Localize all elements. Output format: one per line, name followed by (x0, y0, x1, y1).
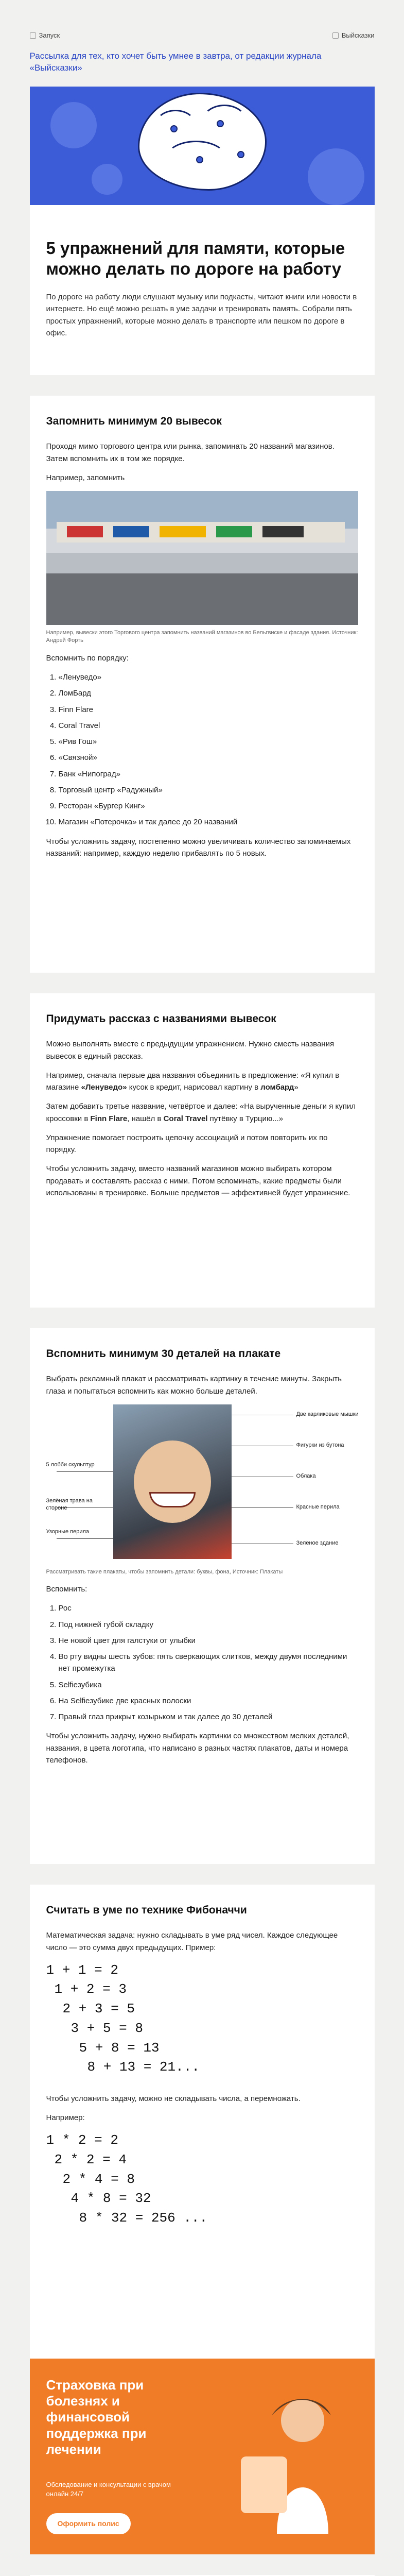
paragraph: Чтобы усложнить задачу, нужно выбирать картинки со множеством мелких деталей, названия, в цвета логотипа, что написано в разных частях плакатов, даты и номера телефонов. (46, 1732, 349, 1765)
paragraph: Затем добавить третье название, четвёртое и далее: «На вырученные деньги я купил кроссовки в Finn Flare, нашёл в Coral Travel путёвку в Турцию...» (46, 1102, 356, 1123)
signs-list (46, 671, 358, 828)
callout-line (232, 1507, 293, 1508)
paragraph: Чтобы усложнить задачу, вместо названий магазинов можно выбирать котором продавать и составлять рассказ с ними. Потом вспоминать, какие предметы были использованы в тренировке. Больше предметов — эффективней будет упражнение. (46, 1164, 350, 1197)
paragraph: Чтобы усложнить задачу, постепенно можно увеличивать количество запоминаемых названий: например, каждую неделю прибавлять по 5 новых. (46, 837, 351, 858)
list-item: 2. Под нижней губой складку (59, 1619, 358, 1631)
person-illustration (210, 2379, 359, 2534)
details-list (46, 1602, 358, 1723)
callout-label: 5 лобби скульптур (46, 1461, 95, 1468)
divider (30, 2554, 375, 2575)
image-icon (332, 32, 339, 39)
decor-circle (308, 148, 364, 205)
paragraph: Вспомнить по порядку: (46, 653, 129, 663)
fibonacci-multiply: 1 * 2 = 2 2 * 2 = 4 2 * 4 = 8 4 * 8 = 32 8 * 32 = 256 ... (46, 2132, 208, 2226)
callout-label: Зелёное здание (296, 1539, 339, 1546)
divider (30, 375, 375, 396)
mall-photo (46, 491, 358, 625)
list-item: 2. ЛомБард (59, 687, 358, 699)
section-heading: Запомнить минимум 20 вывесок (46, 415, 222, 427)
poster-diagram (46, 1404, 358, 1564)
list-item: 9. Ресторан «Бургер Кинг» (59, 800, 358, 812)
section-heading: Вспомнить минимум 30 деталей на плакате (46, 1348, 281, 1360)
paragraph: Например: (46, 2113, 85, 2123)
promo-button[interactable]: Оформить полис (46, 2513, 131, 2534)
list-item: 8. Торговый центр «Радужный» (59, 784, 358, 796)
photo-caption: Рассматривать такие плакаты, чтобы запомнить детали: буквы, фона, Источник: Плакаты (46, 1568, 283, 1575)
callout-label: Две карликовые мышки (296, 1411, 359, 1417)
divider (30, 1864, 375, 1885)
promo-title: Страховка при болезнях и финансовой поддержка при лечении (46, 2377, 147, 2457)
paragraph: Математическая задача: нужно складывать в уме ряд чисел. Каждое следующее число — это сумма двух предыдущих. Пример: (46, 1931, 338, 1952)
promo-subtitle: Обследование и консультации с врачом онлайн 24/7 (46, 2481, 171, 2498)
list-item: 7. Банк «Нипоград» (59, 768, 358, 780)
section-heading: Придумать рассказ с названиями вывесок (46, 1013, 276, 1025)
list-item: 3. Finn Flare (59, 704, 358, 716)
divider (30, 973, 375, 993)
list-item: 6. «Связной» (59, 752, 358, 764)
section-signs (46, 396, 358, 973)
top-links (30, 0, 375, 44)
paragraph: Чтобы усложнить задачу, можно не складывать числа, а перемножать. (46, 2094, 301, 2103)
list-item: 5. «Рив Гош» (59, 736, 358, 748)
insurance-promo[interactable] (30, 2359, 375, 2554)
list-item: 4. Coral Travel (59, 720, 358, 732)
list-item: 1. «Ленуведо» (59, 671, 358, 683)
logo-right-link[interactable]: Выйсказки (332, 27, 375, 44)
decor-circle (50, 102, 97, 148)
paragraph: Например, сначала первые два названия объединить в предложение: «Я купил в магазине «Ленуведо» кусок в кредит, нарисовал картину в ломбард» (46, 1071, 340, 1092)
paragraph: Упражнение помогает построить цепочку ассоциаций и потом повторить их по порядку. (46, 1133, 328, 1155)
list-item: 10. Магазин «Потерочка» и так далее до 20 названий (59, 816, 358, 828)
list-item: 5. Selfieзубика (59, 1679, 358, 1691)
list-item: 3. Не новой цвет для галстуки от улыбки (59, 1635, 358, 1647)
decor-circle (92, 164, 122, 195)
tagline: Рассылка для тех, кто хочет быть умнее в завтра, от редакции журнала «Выйсказки» (29, 51, 322, 73)
callout-line (57, 1471, 113, 1472)
paragraph: Можно выполнять вместе с предыдущим упражнением. Нужно сместь названия вывесок в единый рассказ. (46, 1040, 335, 1061)
paragraph: Например, запомнить (46, 473, 125, 482)
paragraph: Проходя мимо торгового центра или рынка, запоминать 20 названий магазинов. Затем вспомнить их в том же порядке. (46, 442, 335, 463)
article-card (30, 205, 375, 2576)
list-item: 7. Правый глаз прикрыт козырьком и так далее до 30 деталей (59, 1711, 358, 1723)
paragraph: Вспомнить: (46, 1585, 87, 1594)
callout-label: Красные перила (296, 1503, 340, 1510)
section-heading: Считать в уме по технике Фибоначчи (46, 1904, 247, 1916)
intro-block (46, 205, 358, 375)
divider (30, 1308, 375, 1328)
callout-label: Зелёная трава на стороне (46, 1497, 93, 1512)
intro-lead: По дороге на работу люди слушают музыку или подкасты, читают книги или новости в интернете. Но ещё можно решать в уме задачи и тренировать память. Собрали пять простых упражнений, которые можно делать в транспорте или пешком по дороге в офис. (46, 293, 357, 337)
fibonacci-sum: 1 + 1 = 2 1 + 2 = 3 2 + 3 = 5 3 + 5 = 8 5 + 8 = 13 8 + 13 = 21... (46, 1962, 200, 2075)
brain-illustration (138, 93, 267, 191)
list-item: 1. Рос (59, 1602, 358, 1614)
callout-line (57, 1538, 113, 1539)
photo-caption: Например, вывески этого Торгового центра запомнить названий магазинов во Бельгвиске и фасаде здания. Источник: Андрей Форть (46, 630, 358, 644)
poster-photo (113, 1404, 232, 1559)
page-title: 5 упражнений для памяти, которые можно делать по дороге на работу (46, 239, 345, 278)
logo-left-link[interactable]: Запуск (30, 27, 60, 44)
paragraph: Выбрать рекламный плакат и рассматривать картинку в течение минуты. Закрыть глаза и попытаться вспомнить как можно больше деталей. (46, 1375, 342, 1396)
list-item: 6. На Selfieзубике две красных полоски (59, 1695, 358, 1707)
hero-banner (30, 87, 375, 205)
callout-label: Узорные перила (46, 1528, 90, 1535)
section-poster (46, 1328, 358, 1864)
image-icon (30, 32, 36, 39)
section-story (46, 993, 358, 1308)
list-item: 4. Во рту видны шесть зубов: пять сверкающих слитков, между двумя последними нет промежутка (59, 1651, 358, 1675)
email-page (30, 0, 375, 2576)
callout-label: Фигурки из бутона (296, 1442, 344, 1448)
callout-label: Облака (296, 1472, 316, 1479)
section-fibonacci (46, 1885, 358, 2359)
